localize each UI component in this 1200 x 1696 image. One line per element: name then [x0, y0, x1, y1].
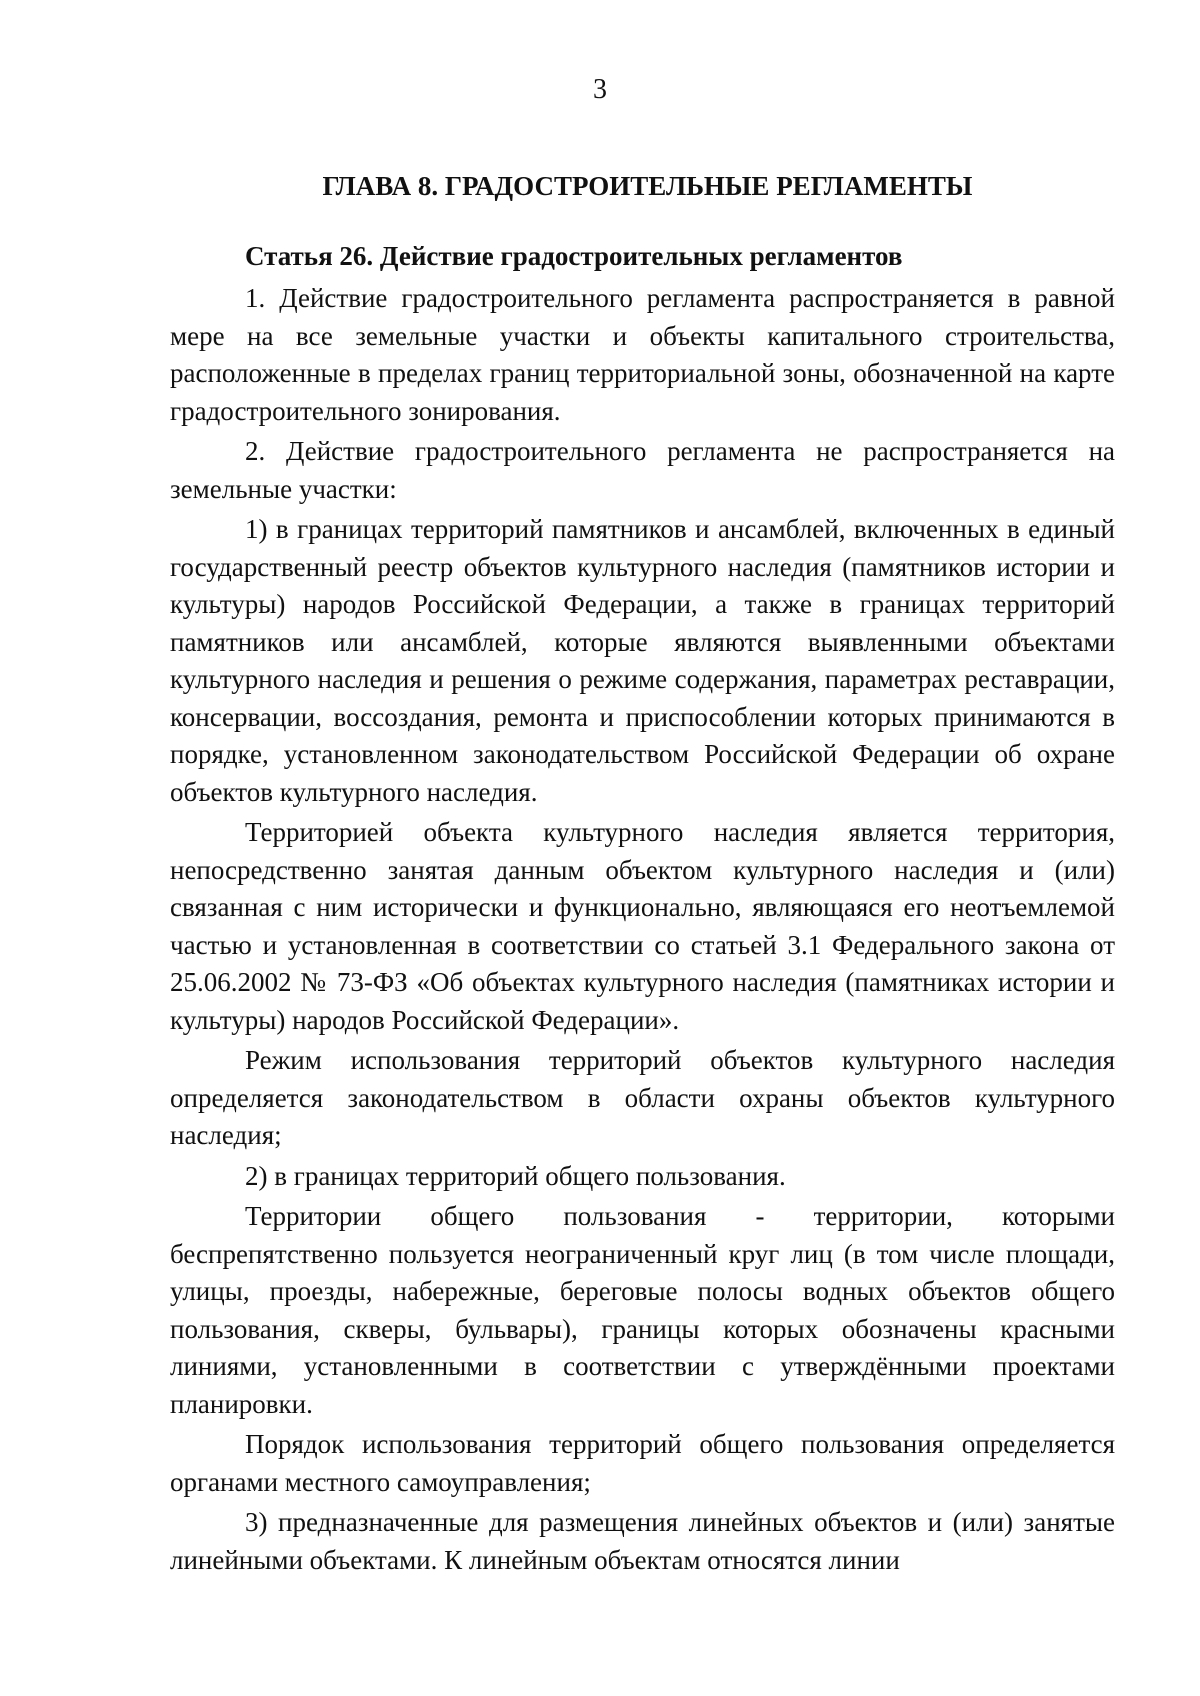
article-title: Статья 26. Действие градостроительных регламентов: [245, 241, 903, 271]
page-number: 3: [593, 74, 607, 105]
paragraph-2: 2. Действие градостроительного регламента не распространяется на земельные участки:: [170, 436, 1115, 504]
paragraph-7: Территории общего пользования - территории, которыми беспрепятственно пользуется неограниченный круг лиц (в том числе площади, улицы, проезды, набережные, береговые полосы водных объектов общего пользования, скверы, бульвары), границы которых обозначены красными линиями, установленными в соответствии с утверждёнными проектами планировки.: [170, 1201, 1115, 1419]
paragraph-9: 3) предназначенные для размещения линейных объектов и (или) занятые линейными объектами. К линейным объектам относятся линии: [170, 1507, 1115, 1575]
paragraph-5: Режим использования территорий объектов культурного наследия определяется законодательством в области охраны объектов культурного наследия;: [170, 1045, 1115, 1150]
paragraph-6: 2) в границах территорий общего пользования.: [245, 1160, 786, 1191]
paragraph-4: Территорией объекта культурного наследия является территория, непосредственно занятая данным объектом культурного наследия и (или) связанная с ним исторически и функционально, являющаяся его неотъемлемой частью и установленная в соответствии со статьей 3.1 Федерального закона от 25.06.2002 № 73-ФЗ «Об объектах культурного наследия (памятниках истории и культуры) народов Российской Федерации».: [170, 817, 1115, 1035]
chapter-title: ГЛАВА 8. ГРАДОСТРОИТЕЛЬНЫЕ РЕГЛАМЕНТЫ: [322, 171, 973, 201]
article-body: [170, 280, 1115, 1582]
paragraph-8: Порядок использования территорий общего пользования определяется органами местного самоуправления;: [170, 1429, 1115, 1497]
paragraph-3: 1) в границах территорий памятников и ансамблей, включенных в единый государственный реестр объектов культурного наследия (памятников истории и культуры) народов Российской Федерации, а также в границах территорий памятников или ансамблей, которые являются выявленными объектами культурного наследия и решения о режиме содержания, параметрах реставрации, консервации, воссоздания, ремонта и приспособлении которых принимаются в порядке, установленном законодательством Российской Федерации об охране объектов культурного наследия.: [170, 514, 1115, 807]
paragraph-1: 1. Действие градостроительного регламента распространяется в равной мере на все земельные участки и объекты капитального строительства, расположенные в пределах границ территориальной зоны, обозначенной на карте градостроительного зонирования.: [170, 283, 1115, 426]
